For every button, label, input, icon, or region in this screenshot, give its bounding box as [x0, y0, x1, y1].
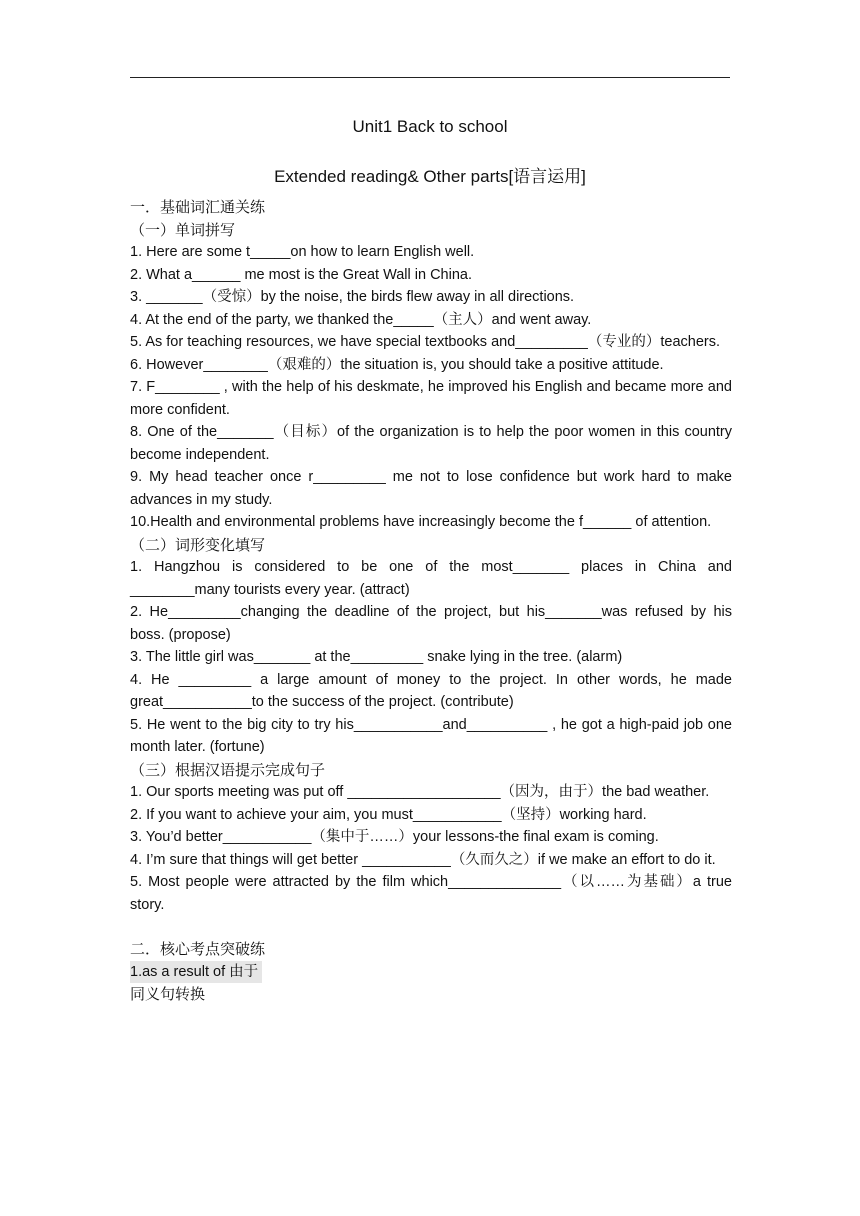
list-item: 3. The little girl was_______ at the_________ snake lying in the tree. (alarm)	[130, 649, 623, 665]
section2-heading: 二．核心考点突破练	[130, 940, 266, 958]
list-item: 2. What a______ me most is the Great Wall in China.	[130, 266, 472, 283]
list-item: 1. Here are some t_____on how to learn English well.	[130, 244, 475, 260]
list-item: 3. _______（受惊）by the noise, the birds flew away in all directions.	[130, 289, 575, 305]
list-item: 5. He went to the big city to try his___________and__________ , he got a high-paid job one month later. (fortune)	[130, 716, 732, 755]
key-point-subheading: 同义句转换	[130, 985, 206, 1003]
list-item: 2. If you want to achieve your aim, you must___________（坚持）working hard.	[130, 806, 647, 823]
exercise-content	[130, 196, 732, 1006]
part3-heading: （三）根据汉语提示完成句子	[130, 760, 326, 779]
document-subtitle: Extended reading& Other parts[语言运用]	[274, 167, 586, 186]
list-item: 9. My head teacher once r_________ me not to lose confidence but work hard to make advances in my study.	[130, 469, 732, 508]
document-title: Unit1 Back to school	[352, 117, 508, 136]
list-item: 2. He_________changing the deadline of the project, but his_______was refused by his boss. (propose)	[130, 604, 732, 643]
section1-heading: 一．基础词汇通关练	[130, 198, 266, 216]
key-point-highlight: 1.as a result of 由于	[130, 961, 262, 984]
list-item: 4. At the end of the party, we thanked the_____（主人）and went away.	[130, 311, 592, 328]
part1-heading: （一）单词拼写	[130, 220, 236, 239]
list-item: 4. He _________ a large amount of money to the project. In other words, he made great___________to the success of the project. (contribute)	[130, 671, 732, 710]
list-item: 6. However________（艰难的）the situation is, you should take a positive attitude.	[130, 356, 664, 373]
list-item: 3. You’d better___________（集中于……）your lessons-the final exam is coming.	[130, 829, 659, 845]
list-item: 4. I’m sure that things will get better ___________（久而久之）if we make an effort to do it.	[130, 851, 716, 868]
list-item: 1. Our sports meeting was put off ___________________（因为，由于）the bad weather.	[130, 784, 710, 800]
header-rule	[130, 77, 730, 78]
list-item: 7. F________ , with the help of his deskmate, he improved his English and became more and more confident.	[130, 379, 732, 418]
list-item: 5. Most people were attracted by the film which______________（以……为基础）a true story.	[130, 874, 732, 913]
spacer	[130, 916, 732, 938]
part2-heading: （二）词形变化填写	[130, 535, 266, 554]
list-item: 10.Health and environmental problems have increasingly become the f______ of attention.	[130, 514, 712, 530]
list-item: 1. Hangzhou is considered to be one of the most_______ places in China and ________many tourists every year. (attract)	[130, 559, 732, 598]
list-item: 5. As for teaching resources, we have special textbooks and_________（专业的）teachers.	[130, 334, 720, 350]
list-item: 8. One of the_______（目标）of the organization is to help the poor women in this country become independent.	[130, 424, 732, 463]
